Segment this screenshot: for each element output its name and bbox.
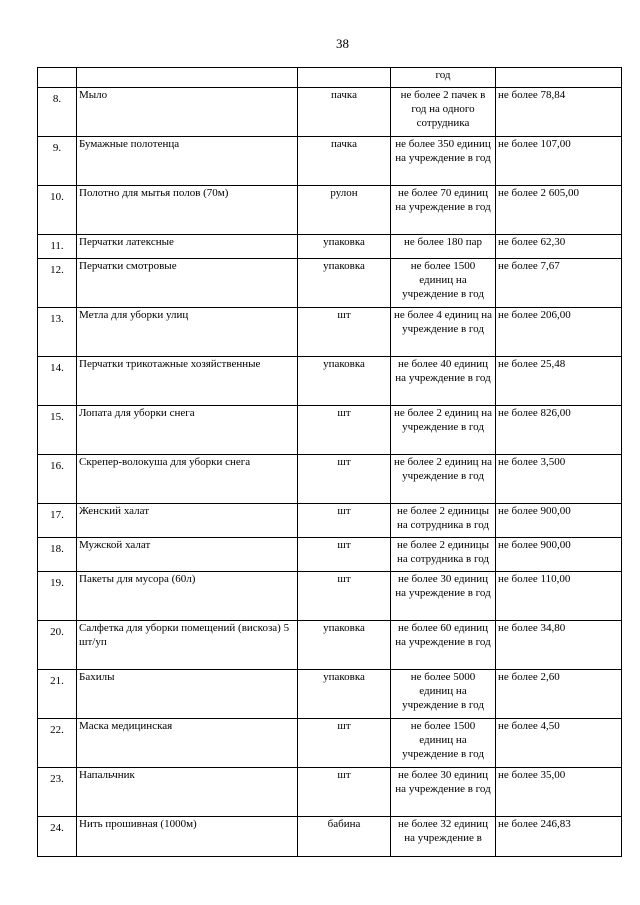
table-row-continuation [38,68,622,88]
cell-quantity: год [391,68,496,88]
cell-price: не более 7,67 [496,259,622,308]
cell-unit: шт [298,572,391,621]
cell-quantity: не более 2 единицы на сотрудника в год [391,504,496,538]
cell-price: не более 25,48 [496,357,622,406]
cell-num [38,308,77,357]
cell-num [38,235,77,259]
cell-quantity: не более 1500 единиц на учреждение в год [391,259,496,308]
cell-name: Метла для уборки улиц [77,308,298,357]
row-number: 23. [50,773,64,785]
row-number: 16. [50,460,64,472]
cell-num [38,572,77,621]
table-row [38,817,622,857]
cell-price [496,68,622,88]
table-row [38,538,622,572]
cell-quantity: не более 350 единиц на учреждение в год [391,137,496,186]
cell-quantity: не более 2 единицы на сотрудника в год [391,538,496,572]
row-number: 12. [50,264,64,276]
cell-unit: упаковка [298,670,391,719]
cell-price: не более 110,00 [496,572,622,621]
page-number: 38 [336,36,349,51]
row-number: 24. [50,822,64,834]
cell-unit: шт [298,768,391,817]
cell-name: Перчатки латексные [77,235,298,259]
cell-name: Бумажные полотенца [77,137,298,186]
row-number: 13. [50,313,64,325]
cell-name: Нить прошивная (1000м) [77,817,298,857]
table-row [38,186,622,235]
cell-num [38,455,77,504]
cell-price: не более 826,00 [496,406,622,455]
cell-quantity: не более 5000 единиц на учреждение в год [391,670,496,719]
cell-num [38,137,77,186]
cell-quantity: не более 2 единиц на учреждение в год [391,406,496,455]
cell-unit: упаковка [298,235,391,259]
cell-unit: шт [298,538,391,572]
cell-unit: рулон [298,186,391,235]
cell-unit: шт [298,406,391,455]
cell-price: не более 62,30 [496,235,622,259]
cell-num [38,68,77,88]
table-row [38,88,622,137]
cell-unit: шт [298,504,391,538]
supplies-table [37,67,622,857]
row-number: 17. [50,509,64,521]
cell-price: не более 4,50 [496,719,622,768]
row-number: 8. [52,93,62,105]
cell-name: Перчатки трикотажные хозяйственные [77,357,298,406]
cell-num [38,538,77,572]
cell-quantity: не более 2 пачек в год на одного сотрудника [391,88,496,137]
cell-quantity: не более 180 пар [391,235,496,259]
cell-price: не более 900,00 [496,504,622,538]
cell-quantity: не более 4 единиц на учреждение в год [391,308,496,357]
cell-price: не более 35,00 [496,768,622,817]
cell-name: Салфетка для уборки помещений (вискоза) 5 шт/уп [77,621,298,670]
table-row [38,137,622,186]
cell-num [38,88,77,137]
cell-unit: упаковка [298,621,391,670]
cell-quantity: не более 30 единиц на учреждение в год [391,572,496,621]
cell-quantity: не более 32 единиц на учреждение в [391,817,496,857]
cell-name: Маска медицинская [77,719,298,768]
cell-price: не более 34,80 [496,621,622,670]
row-number: 9. [52,142,62,154]
cell-name: Скрепер-волокуша для уборки снега [77,455,298,504]
cell-name: Напальчник [77,768,298,817]
cell-quantity: не более 60 единиц на учреждение в год [391,621,496,670]
cell-name: Лопата для уборки снега [77,406,298,455]
cell-unit: пачка [298,137,391,186]
row-number: 10. [50,191,64,203]
cell-quantity: не более 40 единиц на учреждение в год [391,357,496,406]
cell-price: не более 246,83 [496,817,622,857]
cell-price: не более 2,60 [496,670,622,719]
row-number: 11. [50,240,64,252]
cell-price: не более 900,00 [496,538,622,572]
table-row [38,621,622,670]
row-number: 18. [50,543,64,555]
cell-unit: упаковка [298,357,391,406]
row-number: 15. [50,411,64,423]
cell-price: не более 107,00 [496,137,622,186]
table-row [38,670,622,719]
cell-num [38,719,77,768]
cell-price: не более 78,84 [496,88,622,137]
cell-name: Мыло [77,88,298,137]
cell-num [38,504,77,538]
cell-name: Пакеты для мусора (60л) [77,572,298,621]
row-number: 21. [50,675,64,687]
cell-name: Бахилы [77,670,298,719]
table-row [38,719,622,768]
cell-quantity: не более 70 единиц на учреждение в год [391,186,496,235]
cell-price: не более 206,00 [496,308,622,357]
row-number: 22. [50,724,64,736]
cell-num [38,621,77,670]
cell-unit: упаковка [298,259,391,308]
cell-unit: шт [298,455,391,504]
cell-unit: пачка [298,88,391,137]
cell-name: Перчатки смотровые [77,259,298,308]
cell-num [38,259,77,308]
table-row [38,357,622,406]
cell-unit: бабина [298,817,391,857]
table-row [38,504,622,538]
table-row [38,768,622,817]
table-row [38,308,622,357]
row-number: 19. [50,577,64,589]
row-number: 14. [50,362,64,374]
row-number: 20. [50,626,64,638]
cell-quantity: не более 30 единиц на учреждение в год [391,768,496,817]
table-row [38,259,622,308]
cell-unit: шт [298,719,391,768]
cell-num [38,406,77,455]
cell-quantity: не более 1500 единиц на учреждение в год [391,719,496,768]
cell-name: Мужской халат [77,538,298,572]
table-row [38,235,622,259]
cell-price: не более 3,500 [496,455,622,504]
cell-name: Полотно для мытья полов (70м) [77,186,298,235]
cell-unit [298,68,391,88]
cell-num [38,357,77,406]
cell-quantity: не более 2 единиц на учреждение в год [391,455,496,504]
table-row [38,455,622,504]
table-row [38,406,622,455]
cell-name: Женский халат [77,504,298,538]
cell-name [77,68,298,88]
cell-price: не более 2 605,00 [496,186,622,235]
table-row [38,572,622,621]
cell-num [38,817,77,857]
cell-num [38,670,77,719]
cell-unit: шт [298,308,391,357]
cell-num [38,186,77,235]
cell-num [38,768,77,817]
